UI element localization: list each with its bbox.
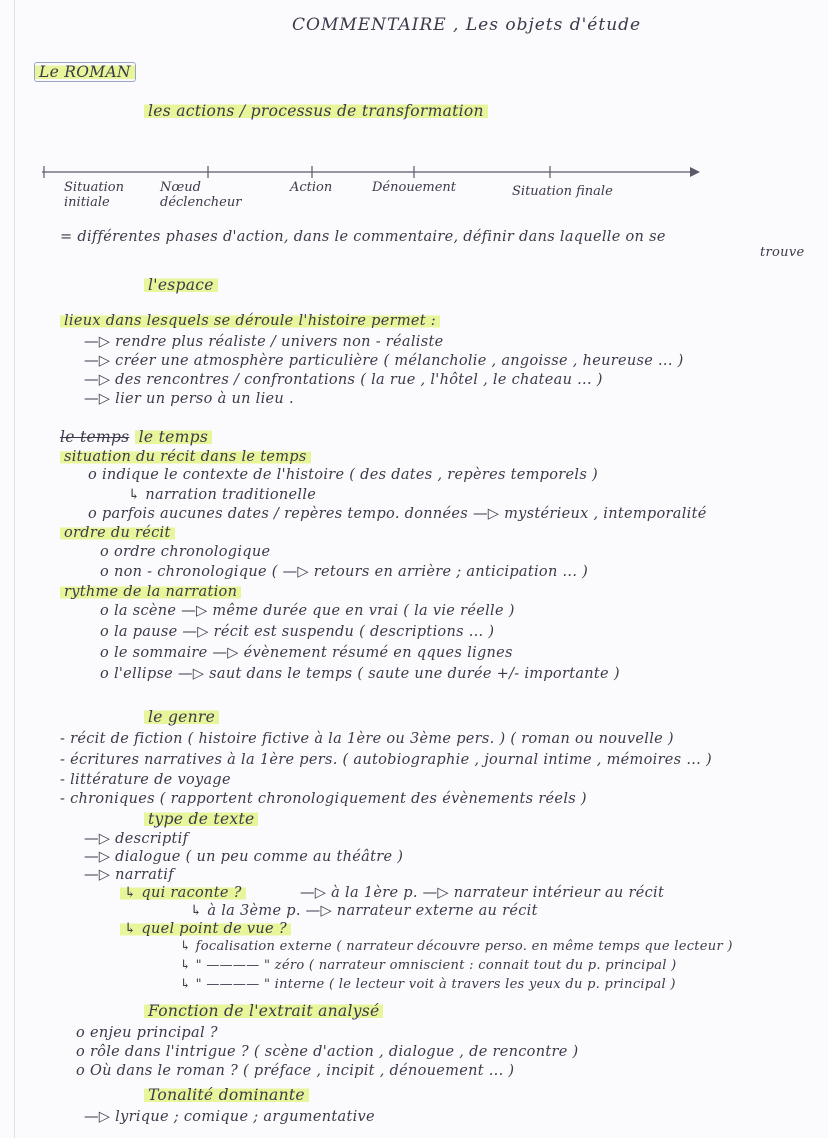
rythme-item: o la pause —▷ récit est suspendu ( descriptions ... )	[100, 624, 495, 640]
timeline-step-4: Dénouement	[372, 180, 456, 195]
type-texte-item: —▷ descriptif	[84, 831, 189, 847]
espace-item: —▷ rendre plus réaliste / univers non - réaliste	[84, 334, 444, 350]
pdv-item: ↳ " ———— " interne ( le lecteur voit à travers les yeux du p. principal )	[180, 977, 676, 992]
fonction-heading: Fonction de l'extrait analysé	[144, 1002, 383, 1020]
tonalite-heading: Tonalité dominante	[144, 1086, 309, 1104]
rythme-heading: rythme de la narration	[60, 583, 241, 601]
genre-heading: le genre	[144, 708, 219, 726]
fonction-item: o rôle dans l'intrigue ? ( scène d'action , dialogue , de rencontre )	[76, 1044, 579, 1060]
temps-heading: le temps le temps	[60, 428, 212, 446]
section-label: Le ROMAN	[34, 62, 136, 82]
qui-raconte: ↳ qui raconte ?	[120, 884, 246, 902]
point-de-vue: ↳ quel point de vue ?	[120, 920, 291, 938]
rythme-item: o le sommaire —▷ évènement résumé en qques lignes	[100, 645, 513, 661]
type-texte-item: —▷ narratif	[84, 867, 174, 883]
espace-item: —▷ des rencontres / confrontations ( la rue , l'hôtel , le chateau ... )	[84, 372, 603, 388]
genre-item: - chroniques ( rapportent chronologiquement des évènements réels )	[60, 791, 587, 807]
espace-item: —▷ créer une atmosphère particulière ( mélancholie , angoisse , heureuse ... )	[84, 353, 684, 369]
timeline-step-1: Situation initiale	[64, 180, 124, 210]
margin-rule	[14, 0, 15, 1138]
pdv-item: ↳ focalisation externe ( narrateur découvre perso. en même temps que lecteur )	[180, 939, 733, 954]
situation-item: ↳ narration traditionelle	[128, 487, 317, 503]
qui-raconte-1: —▷ à la 1ère p. —▷ narrateur intérieur au récit	[300, 885, 665, 901]
genre-item: - littérature de voyage	[60, 772, 231, 788]
situation-item: o parfois aucunes dates / repères tempo. données —▷ mystérieux , intemporalité	[88, 506, 707, 522]
timeline-step-3: Action	[290, 180, 333, 195]
tonalite-item: —▷ lyrique ; comique ; argumentative	[84, 1109, 375, 1125]
ordre-item: o ordre chronologique	[100, 544, 271, 560]
phases-note-end: trouve	[760, 245, 805, 260]
timeline-step-5: Situation finale	[512, 184, 613, 199]
phases-note: = différentes phases d'action, dans le commentaire, définir dans laquelle on se	[60, 229, 666, 245]
actions-heading: les actions / processus de transformation	[144, 102, 488, 120]
espace-heading: l'espace	[144, 276, 218, 294]
rythme-item: o la scène —▷ même durée que en vrai ( la vie réelle )	[100, 603, 515, 619]
fonction-item: o enjeu principal ?	[76, 1025, 218, 1041]
ordre-item: o non - chronologique ( —▷ retours en arrière ; anticipation ... )	[100, 564, 589, 580]
ordre-heading: ordre du récit	[60, 524, 175, 542]
rythme-item: o l'ellipse —▷ saut dans le temps ( saute une durée +/- importante )	[100, 666, 620, 682]
genre-item: - récit de fiction ( histoire fictive à la 1ère ou 3ème pers. ) ( roman ou nouvelle )	[60, 731, 674, 747]
genre-item: - écritures narratives à la 1ère pers. ( autobiographie , journal intime , mémoires ... )	[60, 752, 712, 768]
espace-item: —▷ lier un perso à un lieu .	[84, 391, 294, 407]
pdv-item: ↳ " ———— " zéro ( narrateur omniscient : connait tout du p. principal )	[180, 958, 677, 973]
qui-raconte-2: ↳ à la 3ème p. —▷ narrateur externe au récit	[190, 903, 538, 919]
espace-intro: lieux dans lesquels se déroule l'histoire permet :	[60, 312, 440, 330]
type-texte-item: —▷ dialogue ( un peu comme au théâtre )	[84, 849, 404, 865]
situation-item: o indique le contexte de l'histoire ( des dates , repères temporels )	[88, 467, 598, 483]
page-title: COMMENTAIRE , Les objets d'étude	[292, 15, 642, 35]
fonction-item: o Où dans le roman ? ( préface , incipit , dénouement ... )	[76, 1063, 515, 1079]
situation-heading: situation du récit dans le temps	[60, 448, 311, 466]
timeline-step-2: Nœud déclencheur	[160, 180, 242, 210]
type-texte-heading: type de texte	[144, 810, 258, 828]
